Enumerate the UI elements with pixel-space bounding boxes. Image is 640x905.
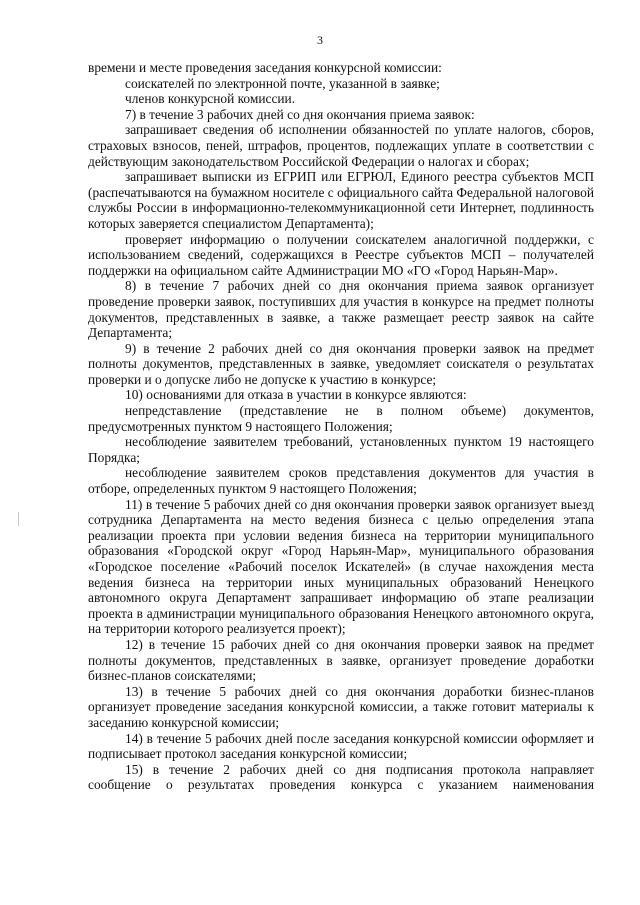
paragraph: 8) в течение 7 рабочих дней со дня окончания приема заявок организует проведение проверки заявок, поступивших для участия в конкурсе на предмет полноты документов, представленных в заявке, а также размещает реестр заявок на сайте Департамента;: [88, 278, 594, 341]
paragraph: проверяет информацию о получении соискателем аналогичной поддержки, с использованием сведений, содержащихся в Реестре субъектов МСП – получателей поддержки на официальном сайте Администрации МО «ГО «Город Нарьян-Мар».: [88, 231, 594, 278]
paragraph: запрашивает сведения об исполнении обязанностей по уплате налогов, сборов, страховых взносов, пеней, штрафов, процентов, подлежащих уплате в соответствии с действующим законодательством Российской Федерации о налогах и сборах;: [88, 122, 594, 169]
paragraph: несоблюдение заявителем требований, установленных пунктом 19 настоящего Порядка;: [88, 434, 594, 465]
paragraph: членов конкурсной комиссии.: [125, 91, 296, 107]
paragraph: 15) в течение 2 рабочих дней со дня подписания протокола направляет сообщение о результатах проведения конкурса с указанием наименования: [88, 761, 594, 793]
paragraph: 7) в течение 3 рабочих дней со дня окончания приема заявок:: [125, 106, 475, 122]
paragraph: соискателей по электронной почте, указанной в заявке;: [125, 75, 440, 91]
paragraph: 9) в течение 2 рабочих дней со дня окончания проверки заявок на предмет полноты документов, представленных в заявке, уведомляет соискателя о результатах проверки и о допуске либо не допуске к участию в конкурсе;: [88, 340, 594, 387]
paragraph: времени и месте проведения заседания конкурсной комиссии:: [88, 60, 442, 75]
paragraph: 11) в течение 5 рабочих дней со дня окончания проверки заявок организует выезд сотрудника Департамента на место ведения бизнеса с целью определения этапа реализации проекта при условии ведения бизнеса на территории муниципального образования «Городской округ «Город Нарьян-Мар», муниципального образования «Городское поселение «Рабочий поселок Искателей» (в случае нахождения места ведения бизнеса на территории иных муниципальных образований Ненецкого автономного округа Департамент запрашивает информацию об этапе реализации проекта в администрации муниципального образования Ненецкого автономного округа, на территории которого реализуется проект);: [88, 496, 594, 637]
document-body: [88, 60, 594, 793]
paragraph: непредставление (представление не в полном объеме) документов, предусмотренных пунктом 9 настоящего Положения;: [88, 403, 594, 434]
paragraph: 12) в течение 15 рабочих дней со дня окончания проверки заявок на предмет полноты документов, представленных в заявке, организует проведение доработки бизнес-планов соискателями;: [88, 636, 594, 684]
paragraph: 10) основаниями для отказа в участии в конкурсе являются:: [125, 387, 467, 403]
page-number: 3: [317, 33, 323, 47]
paragraph: 13) в течение 5 рабочих дней со дня окончания доработки бизнес-планов организует проведение заседания конкурсной комиссии, а также готовит материалы к заседанию конкурсной комиссии;: [88, 683, 594, 730]
paragraph: запрашивает выписки из ЕГРИП или ЕГРЮЛ, Единого реестра субъектов МСП (распечатываются на бумажном носителе с официального сайта Федеральной налоговой службы России в информационно-телекоммуникационной сети Интернет, подлинность которых заверяется специалистом Департамента);: [88, 169, 594, 231]
paragraph: 14) в течение 5 рабочих дней после заседания конкурсной комиссии оформляет и подписывает протокол заседания конкурсной комиссии;: [88, 730, 594, 762]
scan-artifact: [18, 512, 19, 526]
paragraph: несоблюдение заявителем сроков представления документов для участия в отборе, определенных пунктом 9 настоящего Положения;: [88, 465, 594, 497]
